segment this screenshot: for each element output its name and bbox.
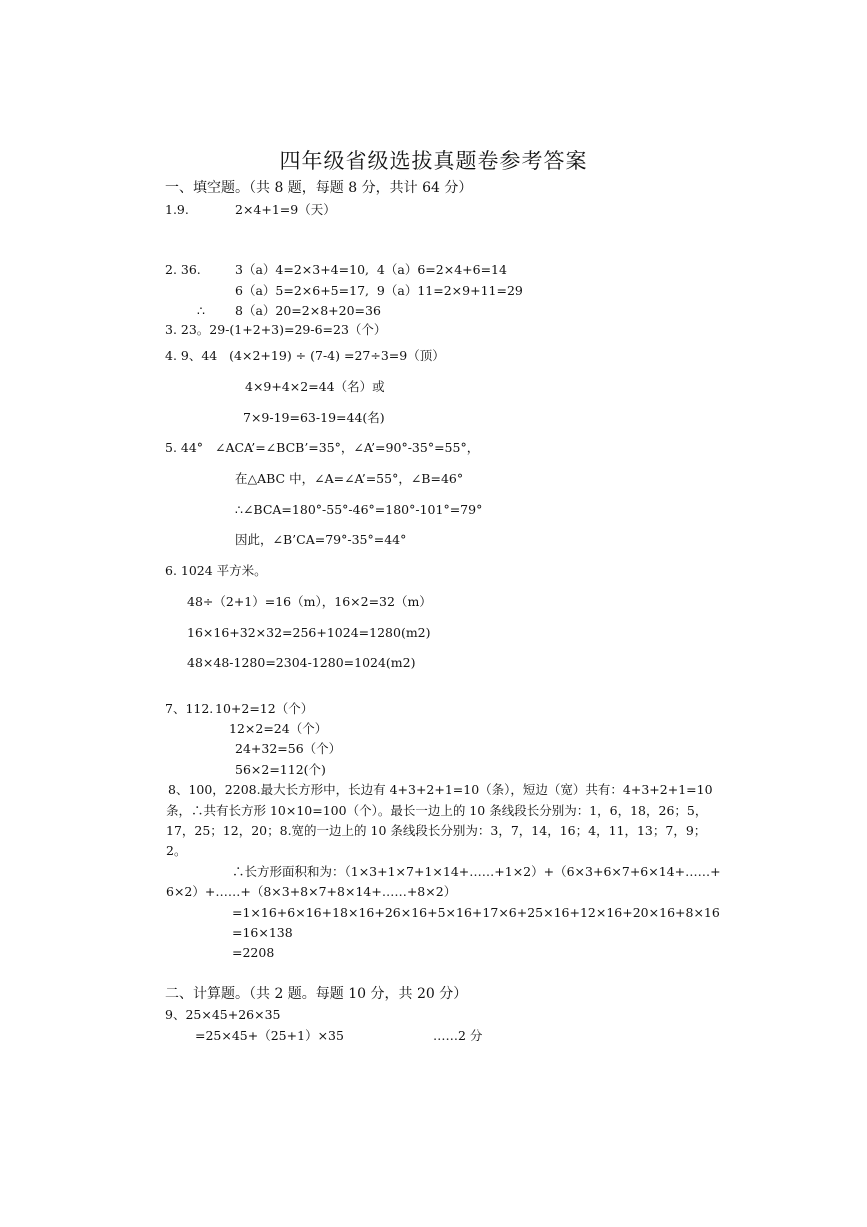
q1-number: 1.9.	[165, 202, 189, 217]
q5-line-4: 因此，∠B’CA=79°-35°=44°	[235, 532, 407, 547]
q7-line-4: 56×2=112(个)	[235, 762, 326, 777]
q7-number: 7、112.	[165, 701, 214, 716]
q8-line-1: 8、100，2208.最大长方形中，长边有 4+3+2+1=10（条），短边（宽）共有：4+3+2+1=10	[168, 782, 713, 797]
q6-line-2: 48÷（2+1）=16（m），16×2=32（m）	[187, 594, 432, 609]
q5-line-2: 在△ABC 中，∠A=∠A’=55°，∠B=46°	[235, 471, 464, 486]
q9-line-1: 9、25×45+26×35	[165, 1007, 281, 1022]
q8-line-9: =2208	[232, 945, 275, 960]
q4-line-1: 4. 9、44 (4×2+19) ÷ (7-4) =27÷3=9（顶）	[165, 348, 445, 363]
q6-line-3: 16×16+32×32=256+1024=1280(m2)	[187, 625, 431, 640]
q6-line-1: 6. 1024 平方米。	[165, 563, 267, 578]
q8-line-2: 条，∴共有长方形 10×10=100（个）。最长一边上的 10 条线段长分别为：1，6，18，26；5，	[166, 803, 708, 818]
q4-line-3: 7×9-19=63-19=44(名)	[243, 410, 385, 425]
q8-line-3: 17，25；12，20；8.宽的一边上的 10 条线段长分别为：3，7，14，16；4，11，13；7，9；	[166, 823, 707, 838]
q5-line-3: ∴∠BCA=180°-55°-46°=180°-101°=79°	[235, 502, 483, 517]
q8-line-7: =1×16+6×16+18×16+26×16+5×16+17×6+25×16+12×16+20×16+8×16	[232, 905, 720, 920]
q4-line-2: 4×9+4×2=44（名）或	[245, 379, 385, 394]
q8-line-5: ∴长方形面积和为：（1×3+1×7+1×14+……+1×2）+（6×3+6×7+6×14+……+	[232, 864, 721, 879]
q7-line-1: 10+2=12（个）	[215, 701, 314, 716]
q2-number: 2. 36.	[165, 262, 201, 277]
q2-line-3: 8（a）20=2×8+20=36	[235, 303, 381, 318]
q8-line-8: =16×138	[232, 925, 293, 940]
q1-solution: 2×4+1=9（天）	[235, 202, 336, 217]
section1-heading: 一、填空题。（共 8 题，每题 8 分，共计 64 分）	[165, 180, 473, 196]
therefore-symbol: ∴	[197, 303, 205, 318]
q2-line-1: 3（a）4=2×3+4=10, 4（a）6=2×4+6=14	[235, 262, 507, 277]
q9-score: ……2 分	[433, 1028, 483, 1043]
q7-line-3: 24+32=56（个）	[235, 741, 342, 756]
q8-line-6: 6×2）+……+（8×3+8×7+8×14+……+8×2）	[166, 884, 457, 899]
section2-heading: 二、计算题。（共 2 题。每题 10 分，共 20 分）	[165, 986, 468, 1002]
q3-solution: 3. 23。29-(1+2+3)=29-6=23（个）	[165, 322, 387, 337]
q9-line-2: =25×45+（25+1）×35	[195, 1028, 344, 1043]
q5-line-1: 5. 44° ∠ACA’=∠BCB’=35°，∠A’=90°-35°=55°，	[165, 440, 480, 455]
q8-line-4: 2。	[166, 843, 187, 858]
q7-line-2: 12×2=24（个）	[229, 721, 328, 736]
q6-line-4: 48×48-1280=2304-1280=1024(m2)	[187, 655, 416, 670]
q2-line-2: 6（a）5=2×6+5=17, 9（a）11=2×9+11=29	[235, 283, 523, 298]
document-title: 四年级省级选拔真题卷参考答案	[279, 149, 588, 173]
